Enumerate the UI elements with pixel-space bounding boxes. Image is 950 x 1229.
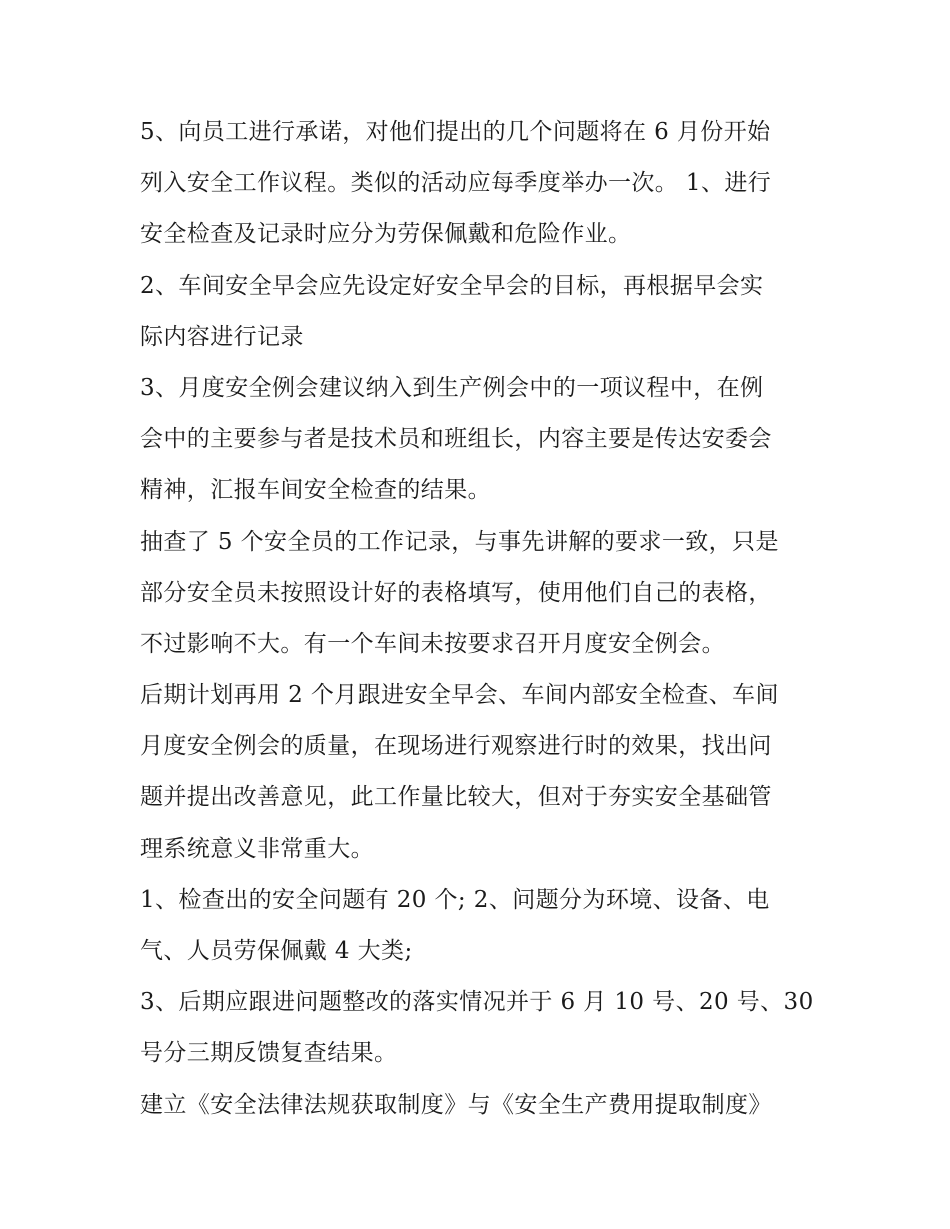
text-line: 3、后期应跟进问题整改的落实情况并于 6 月 10 号、20 号、30 — [140, 989, 814, 1016]
text-line: 号分三期反馈复查结果。 — [140, 1040, 398, 1067]
text-line: 不过影响不大。有一个车间未按要求召开月度安全例会。 — [140, 630, 725, 657]
text-line: 际内容进行记录 — [140, 323, 304, 350]
text-line: 精神，汇报车间安全检查的结果。 — [140, 477, 491, 504]
text-line: 建立《安全法律法规获取制度》与《安全生产费用提取制度》 — [140, 1091, 772, 1118]
text-line: 列入安全工作议程。类似的活动应每季度举办一次。 1、进行 — [140, 170, 772, 197]
text-line: 气、人员劳保佩戴 4 大类; — [140, 938, 413, 964]
text-line: 3、月度安全例会建议纳入到生产例会中的一项议程中，在例 — [140, 374, 764, 401]
text-line: 2、车间安全早会应先设定好安全早会的目标，再根据早会实 — [140, 272, 764, 299]
text-line: 安全检查及记录时应分为劳保佩戴和危险作业。 — [140, 221, 632, 248]
text-line: 抽查了 5 个安全员的工作记录，与事先讲解的要求一致，只是 — [140, 528, 779, 555]
text-line: 5、向员工进行承诺，对他们提出的几个问题将在 6 月份开始 — [140, 119, 771, 145]
text-line: 会中的主要参与者是技术员和班组长，内容主要是传达安委会 — [140, 426, 772, 453]
document-body — [140, 107, 840, 1131]
text-line: 后期计划再用 2 个月跟进安全早会、车间内部安全检查、车间 — [140, 682, 779, 709]
text-line: 部分安全员未按照设计好的表格填写，使用他们自己的表格， — [140, 579, 772, 606]
text-line: 月度安全例会的质量，在现场进行观察进行时的效果，找出问 — [140, 733, 772, 760]
text-line: 题并提出改善意见，此工作量比较大，但对于夯实安全基础管 — [140, 784, 772, 811]
text-line: 1、检查出的安全问题有 20 个; 2、问题分为环境、设备、电 — [140, 886, 770, 913]
text-line: 理系统意义非常重大。 — [140, 835, 374, 862]
